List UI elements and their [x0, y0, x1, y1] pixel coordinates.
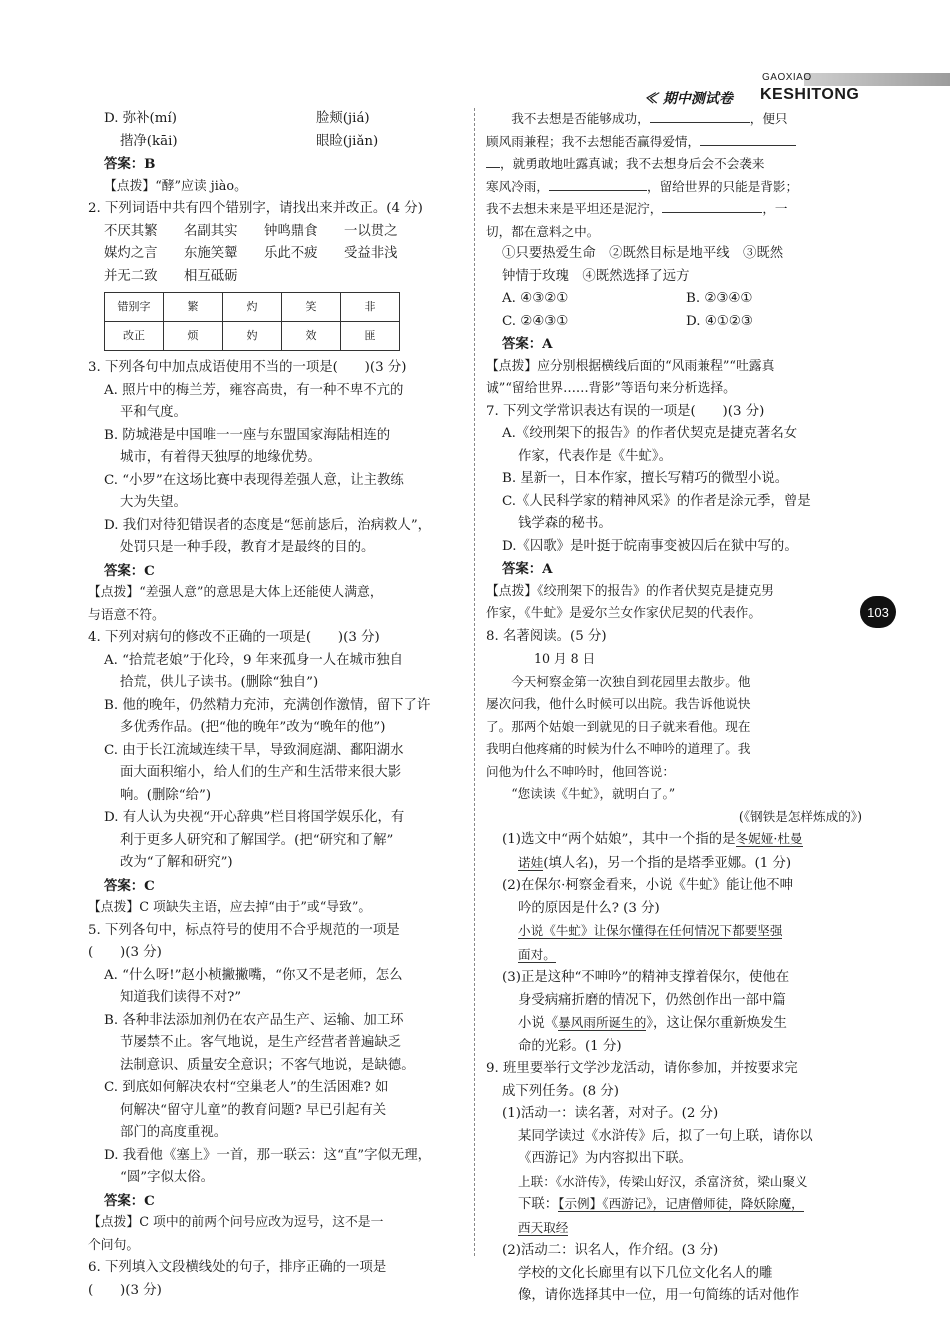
- column-divider: [474, 108, 475, 1256]
- q7-option-d: D.《囚歌》是叶挺于皖南事变被囚后在狱中写的。: [502, 538, 798, 554]
- q4-tip: 【点拨】C 项缺失主语，应去掉“由于”或“导致”。: [88, 900, 372, 915]
- q6-passage-line6: 切，都在意料之中。: [486, 223, 600, 239]
- q4-option-c-cont: 面大面积缩小，给人们的生产和生活带来很大影: [120, 765, 402, 780]
- right-column: [486, 108, 862, 1308]
- table-row: 改正 烦 妁 效 匪: [105, 322, 400, 351]
- q8-date: 10 月 8 日: [534, 651, 596, 666]
- q7-answer: 答案：A: [502, 561, 553, 577]
- q9-activity1: (1)活动一：读名著，对对子。(2 分): [502, 1106, 719, 1121]
- q8-sub3-cont: 身受病痛折磨的情况下，仍然创作出一部中篇: [518, 992, 786, 1008]
- q5-tip-cont: 个问句。: [88, 1237, 140, 1253]
- brand-small: GAOXIAO: [762, 72, 812, 83]
- q4-stem: 4. 下列对病句的修改不正确的一项是( )(3 分): [88, 630, 380, 645]
- q3-option-b: B. 防城港是中国唯一一座与东盟国家海陆相连的: [104, 427, 391, 443]
- q8-sub3-cont3: 命的光彩。(1 分): [518, 1038, 622, 1054]
- q7-tip-cont: 作家，《牛虻》是爱尔兰女作家伏尼契的代表作。: [486, 606, 762, 621]
- q6-tip-cont: 诚”“留给世界……背影”等语句来分析选择。: [486, 381, 736, 396]
- q1-tip: 【点拨】“酵”应读 jiào。: [104, 178, 247, 194]
- fill-blank: [650, 122, 750, 123]
- q8-sub2-answer: 小说《牛虻》让保尔懂得在任何情况下都要坚强: [518, 923, 783, 938]
- q9-activity2-desc-cont: 像，请你选择其中一位，用一句简练的话对他作: [518, 1288, 800, 1303]
- q7-option-c-cont: 钱学森的秘书。: [518, 516, 612, 531]
- q5-option-c-cont2: 部门的高度重视。: [120, 1125, 228, 1140]
- q8-sub2-cont: 吟的原因是什么? (3 分): [518, 900, 660, 916]
- q5-option-c-cont: 何解决“留守儿童”的教育问题? 早已引起有关: [120, 1102, 387, 1118]
- q8-passage-line3: 了。那两个姑娘一到就见的日子就来看他。现在: [486, 718, 751, 734]
- q8-sub1-answer-cont: 诺娃: [518, 854, 544, 870]
- q8-sub3-cont2: 小说《暴风雨所诞生的》，这让保尔重新焕发生: [518, 1015, 787, 1031]
- q5-option-a-cont: 知道我们读得不对?”: [120, 990, 242, 1005]
- q4-option-a: A. “拾荒老娘”于化玲，9 年来孤身一人在城市独自: [104, 652, 404, 668]
- q7-option-a: A.《绞刑架下的报告》的作者伏契克是捷克著名女: [502, 426, 798, 441]
- q7-option-b: B. 星新一，日本作家，擅长写精巧的微型小说。: [502, 471, 789, 486]
- left-column: [88, 108, 464, 1302]
- q8-sub2: (2)在保尔·柯察金看来，小说《牛虻》能让他不呻: [502, 878, 794, 893]
- q3-option-a-cont: 平和气度。: [120, 405, 187, 420]
- q6-options-cont: 钟情于玫瑰 ④既然选择了远方: [502, 268, 690, 284]
- q6-passage-line4: 寒风冷雨， ，留给世界的只能是背影；: [486, 178, 799, 194]
- q1-answer: 答案：B: [104, 156, 156, 172]
- q8-sub3: (3)正是这种“不呻吟”的精神支撑着保尔，使他在: [502, 970, 790, 985]
- q1-option-d: D. 弥补(mí) 脸颊(jiá): [104, 111, 370, 126]
- q6-passage-line1: 我不去想是否能够成功， ，便只: [511, 111, 788, 126]
- q2-words-row2: 媒灼之言 东施笑颦 乐此不疲 受益非浅: [104, 246, 398, 261]
- q7-stem: 7. 下列文学常识表达有误的一项是( )(3 分): [486, 403, 765, 419]
- page-number-badge: 103: [860, 596, 896, 628]
- header-title: ≪ 期中测试卷: [644, 91, 733, 107]
- q7-option-a-cont: 作家，代表作是《牛虻》。: [518, 448, 672, 464]
- q2-stem: 2. 下列词语中共有四个错别字，请找出来并改正。(4 分): [88, 201, 423, 216]
- q1-option-d-2: 揩净(kāi) 眼睑(jiǎn): [120, 133, 379, 149]
- q6-passage-line2: 顾风雨兼程；我不去想能否赢得爱情，: [486, 131, 862, 154]
- q8-sub1: (1)选文中“两个姑娘”，其中一个指的是冬妮娅·杜曼: [502, 831, 803, 847]
- q4-option-d-cont: 利于更多人研究和了解国学。(把“研究和了解”: [120, 832, 394, 848]
- q6-options: ①只要热爱生命 ②既然目标是地平线 ③既然: [502, 246, 784, 261]
- q4-option-c: C. 由于长江流域连续干旱，导致洞庭湖、鄱阳湖水: [104, 742, 404, 758]
- q3-answer: 答案：C: [104, 562, 155, 579]
- q5-option-a: A. “什么呀!”赵小桢撇撇嘴，“你又不是老师，怎么: [104, 967, 403, 983]
- q6-choices-row1: A. ④③②① B. ②③④①: [502, 291, 753, 306]
- fill-blank: [662, 212, 762, 213]
- q9-activity2: (2)活动二：识名人，作介绍。(3 分): [502, 1243, 719, 1258]
- q9-stem-cont: 成下列任务。(8 分): [502, 1083, 619, 1099]
- q2-correction-table: [104, 292, 400, 351]
- q9-lower-couplet: 下联：【示例】《西游记》，记唐僧师徒，降妖除魔，: [518, 1196, 804, 1212]
- q6-stem-cont: ( )(3 分): [88, 1282, 162, 1298]
- q3-option-c-cont: 大为失望。: [120, 495, 187, 510]
- q5-option-b: B. 各种非法添加剂仍在农产品生产、运输、加工环: [104, 1012, 404, 1028]
- q4-option-c-cont2: 响。(删除“给”): [120, 787, 212, 803]
- q8-sub2-answer-cont: 面对。: [518, 946, 556, 962]
- q8-passage-line5: 问他为什么不呻吟时，他回答说：: [486, 763, 675, 779]
- q6-tip: 【点拨】应分别根据横线后面的“风雨兼程”“吐露真: [486, 358, 775, 374]
- q3-option-c: C. “小罗”在这场比赛中表现得差强人意，让主教练: [104, 472, 404, 488]
- q3-tip: 【点拨】“差强人意”的意思是大体上还能使人满意，: [88, 585, 383, 600]
- q7-option-c: C.《人民科学家的精神风采》的作者是涂元季，曾是: [502, 493, 811, 509]
- q4-option-b-cont: 多优秀作品。(把“他的晚年”改为“晚年的他”): [120, 720, 386, 735]
- q8-passage-line2: 屡次问我，他什么时候可以出院。我告诉他说快: [486, 696, 751, 711]
- q4-option-a-cont: 拾荒，供儿子读书。(删除“独自”): [120, 675, 319, 690]
- q2-words-row1: 不厌其繁 名副其实 钟鸣鼎食 一以贯之: [104, 223, 398, 239]
- q8-source: (《钢铁是怎样炼成的》): [738, 808, 862, 824]
- q5-answer: 答案：C: [104, 1192, 155, 1209]
- header-gray-bar: [804, 73, 950, 86]
- q3-stem: 3. 下列各句中加点成语使用不当的一项是( )(3 分): [88, 360, 407, 375]
- q8-passage-line1: 今天柯察金第一次独自到花园里去散步。他: [511, 673, 751, 689]
- q3-option-d-cont: 处罚只是一种手段，教育才是最终的目的。: [120, 540, 375, 555]
- q5-tip: 【点拨】C 项中的前两个问号应改为逗号，这不是一: [88, 1215, 384, 1230]
- fill-blank: [700, 145, 796, 146]
- q3-option-d: D. 我们对待犯错误者的态度是“惩前毖后，治病救人”，: [104, 517, 432, 533]
- q5-stem: 5. 下列各句中，标点符号的使用不合乎规范的一项是: [88, 922, 400, 938]
- q8-stem: 8. 名著阅读。(5 分): [486, 628, 607, 644]
- q9-activity2-desc: 学校的文化长廊里有以下几位文化名人的雕: [518, 1265, 773, 1281]
- q9-lower-couplet-cont: 西天取经: [518, 1219, 569, 1235]
- q4-answer: 答案：C: [104, 877, 155, 894]
- q3-option-a: A. 照片中的梅兰芳，雍容高贵，有一种不卑不亢的: [104, 382, 404, 398]
- q4-option-d-cont2: 改为“了解和研究”): [120, 855, 233, 870]
- q5-stem-cont: ( )(3 分): [88, 945, 162, 960]
- q3-tip-cont: 与语意不符。: [88, 607, 165, 623]
- q9-upper-couplet: 上联：《水浒传》，传梁山好汉，杀富济贫，梁山聚义: [518, 1173, 808, 1189]
- q3-option-b-cont: 城市，有着得天独厚的地缘优势。: [120, 450, 321, 465]
- q6-choices-row2: C. ②④③① D. ④①②③: [502, 313, 753, 329]
- q6-passage-line3: ，就勇敢地吐露真诚；我不去想身后会不会袭来: [486, 153, 862, 176]
- q6-answer: 答案：A: [502, 336, 553, 352]
- q5-option-b-cont: 节屡禁不止。客气地说，是生产经营者普遍缺乏: [120, 1035, 402, 1050]
- q8-passage-line6: “您读读《牛虻》，就明白了。”: [511, 786, 676, 801]
- q2-words-row3: 并无二致 相互砥砺: [104, 268, 238, 284]
- q9-stem: 9. 班里要举行文学沙龙活动，请你参加，并按要求完: [486, 1061, 798, 1076]
- table-row: 错别字 繁 灼 笑 非: [105, 293, 400, 322]
- q4-option-d: D. 有人认为央视“开心辞典”栏目将国学娱乐化，有: [104, 810, 405, 825]
- fill-blank: [486, 167, 500, 168]
- q5-option-b-cont2: 法制意识、质量安全意识；不客气地说，是缺德。: [120, 1057, 415, 1073]
- q6-passage-line5: 我不去想未来是平坦还是泥泞， ，一: [486, 201, 788, 216]
- q8-sub1-answer: 冬妮娅·杜曼: [735, 831, 803, 846]
- q9-activity1-desc: 某同学读过《水浒传》后，拟了一句上联，请你以: [518, 1128, 813, 1144]
- fill-blank: [549, 190, 647, 191]
- q5-option-c: C. 到底如何解决农村“空巢老人”的生活困难? 如: [104, 1080, 389, 1095]
- q5-option-d: D. 我看他《塞上》一首，那一联云：这“直”字似无理，: [104, 1147, 432, 1163]
- q4-option-b: B. 他的晚年，仍然精力充沛，充满创作激情，留下了许: [104, 697, 431, 713]
- brand-logo: KESHITONG: [760, 86, 860, 103]
- q9-activity1-desc-cont: 《西游记》为内容拟出下联。: [518, 1151, 693, 1166]
- q8-sub3-answer: 暴风雨所诞生的: [558, 1015, 647, 1030]
- q9-lower-couplet-answer: 【示例】《西游记》，记唐僧师徒，降妖除魔，: [558, 1196, 804, 1211]
- q7-tip: 【点拨】《绞刑架下的报告》的作者伏契克是捷克男: [486, 583, 774, 599]
- q8-sub1-cont: 诺娃(填人名)，另一个指的是塔季亚娜。(1 分): [518, 854, 792, 871]
- q5-option-d-cont: “圆”字似太俗。: [120, 1170, 215, 1185]
- q8-passage-line4: 我明白他疼痛的时候为什么不呻吟的道理了。我: [486, 741, 751, 756]
- q6-stem: 6. 下列填入文段横线处的句子，排序正确的一项是: [88, 1260, 387, 1275]
